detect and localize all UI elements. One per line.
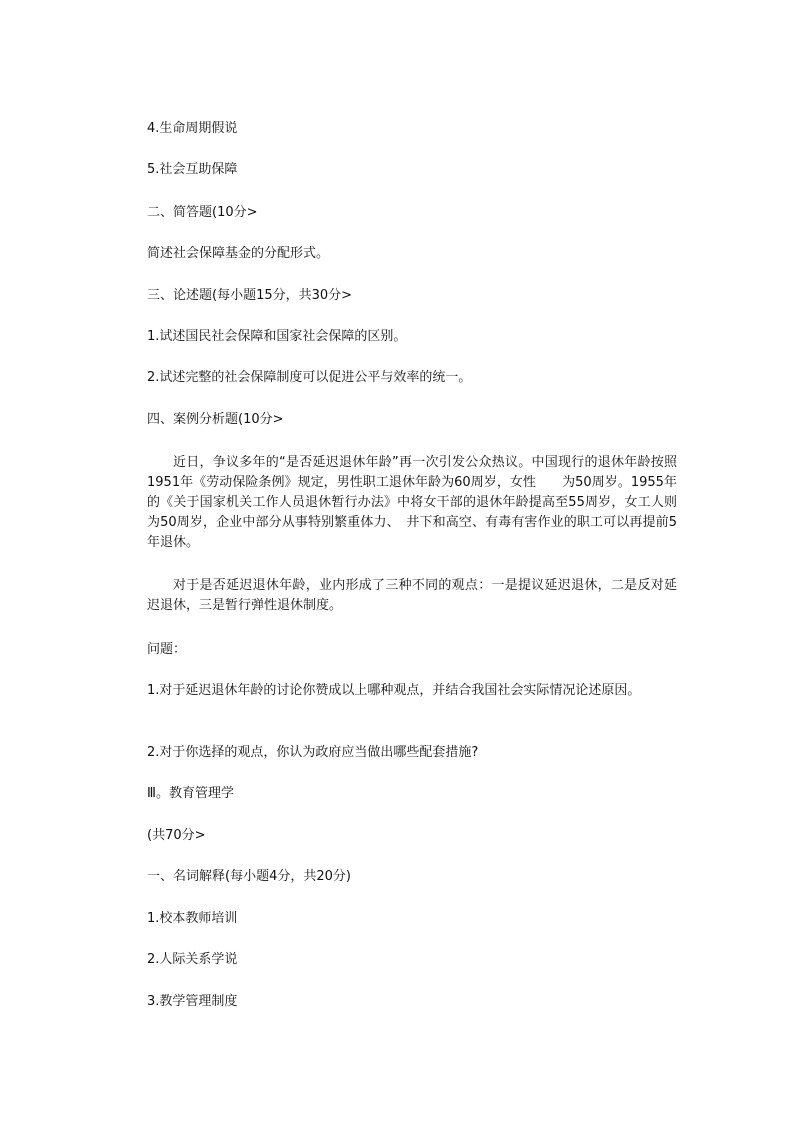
essay-question-1: 1.试述国民社会保障和国家社会保障的区别。	[147, 329, 407, 344]
case-paragraph-2: 对于是否延迟退休年龄，业内形成了三种不同的观点：一是提议延迟退休，二是反对延迟退休，三是暂行弹性退休制度。	[147, 578, 677, 613]
part-heading: Ⅲ。教育管理学	[147, 786, 234, 801]
section-heading-short-answer: 二、简答题(10分>	[147, 205, 258, 220]
case-question-1: 1.对于延迟退休年龄的讨论你赞成以上哪种观点，并结合我国社会实际情况论述原因。	[147, 683, 641, 698]
term-2: 2.人际关系学说	[147, 952, 238, 967]
section-heading-essay: 三、论述题(每小题15分，共30分>	[147, 288, 353, 303]
section-heading-terms: 一、名词解释(每小题4分，共20分)	[147, 869, 351, 884]
short-answer-question: 简述社会保障基金的分配形式。	[147, 246, 330, 261]
case-question-2: 2.对于你选择的观点，你认为政府应当做出哪些配套措施?	[147, 745, 479, 760]
term-5: 5.社会互助保障	[147, 162, 238, 177]
essay-question-2: 2.试述完整的社会保障制度可以促进公平与效率的统一。	[147, 370, 472, 385]
term-4: 4.生命周期假说	[147, 121, 238, 136]
term-1: 1.校本教师培训	[147, 911, 238, 926]
case-paragraph-1: 近日，争议多年的“是否延迟退休年龄”再一次引发公众热议。中国现行的退休年龄按照1951年《劳动保险条例》规定，男性职工退休年龄为60周岁，女性 为50周岁。1955年的《关于国家机关工作人员退休暂行办法》中将女干部的退休年龄提高至55周岁，女工人则为50周岁，企业中部分从事特别繁重体力、 井下和高空、有毒有害作业的职工可以再提前5年退休。	[147, 455, 677, 550]
questions-label: 问题：	[147, 642, 187, 657]
term-3: 3.教学管理制度	[147, 994, 238, 1009]
section-heading-case: 四、案例分析题(10分>	[147, 412, 284, 427]
part-total: (共70分>	[147, 828, 206, 843]
